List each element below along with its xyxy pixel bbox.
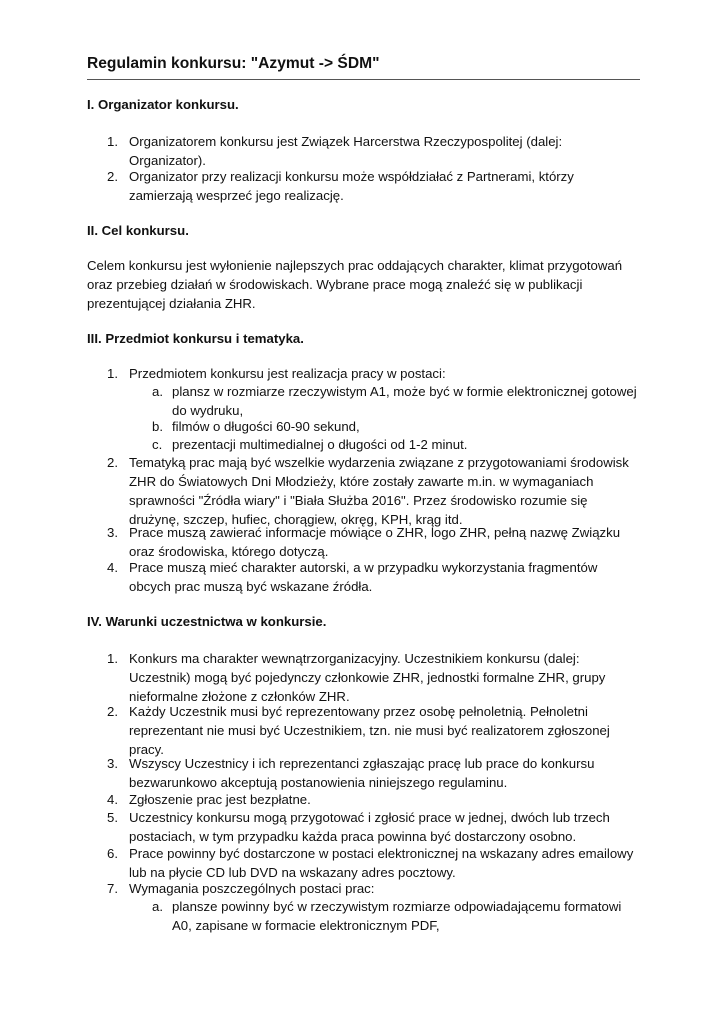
list-number: 5.	[107, 810, 118, 825]
list-number: 6.	[107, 846, 118, 861]
list-number: 3.	[107, 756, 118, 771]
section-3-heading: III. Przedmiot konkursu i tematyka.	[87, 331, 304, 346]
list-number: 1.	[107, 366, 118, 381]
document-title: Regulamin konkursu: "Azymut -> ŚDM"	[87, 54, 640, 80]
list-number: 2.	[107, 169, 118, 184]
list-text: Uczestnicy konkursu mogą przygotować i zgłosić prace w jednej, dwóch lub trzech postaciach, w tym przypadku każda praca powinna być dostarczony osobno.	[129, 810, 610, 844]
list-text: Zgłoszenie prac jest bezpłatne.	[129, 792, 311, 807]
sub-list-letter: a.	[152, 899, 163, 914]
sub-list-text: prezentacji multimedialnej o długości od 1-2 minut.	[172, 437, 468, 452]
list-number: 1.	[107, 134, 118, 149]
sub-list-text: filmów o długości 60-90 sekund,	[172, 419, 360, 434]
section-2-paragraph: Celem konkursu jest wyłonienie najlepszych prac oddających charakter, klimat przygotowań oraz przebieg działań w środowiskach. Wybrane prace mogą znaleźć się w publikacji prezentującej działania ZHR.	[87, 258, 623, 311]
list-text: Konkurs ma charakter wewnątrzorganizacyjny. Uczestnikiem konkursu (dalej: Uczestnik) mogą być pojedynczy członkowie ZHR, jednostki formalne ZHR, grupy nieformalne złożone z członków ZHR.	[129, 651, 606, 704]
sub-list-text: plansze powinny być w rzeczywistym rozmiarze odpowiadającemu formatowi A0, zapisane w formacie elektronicznym PDF,	[172, 899, 622, 933]
list-number: 3.	[107, 525, 118, 540]
list-text: Prace powinny być dostarczone w postaci elektronicznej na wskazany adres emailowy lub na płycie CD lub DVD na wskazany adres pocztowy.	[129, 846, 634, 880]
list-number: 2.	[107, 704, 118, 719]
sub-list-letter: b.	[152, 419, 163, 434]
list-number: 1.	[107, 651, 118, 666]
sub-list-letter: c.	[152, 437, 163, 452]
list-number: 4.	[107, 560, 118, 575]
list-text: Każdy Uczestnik musi być reprezentowany przez osobę pełnoletnią. Pełnoletni reprezentant nie musi być Uczestnikiem, tzn. nie musi być realizatorem zgłoszonej pracy.	[129, 704, 610, 757]
section-4-heading: IV. Warunki uczestnictwa w konkursie.	[87, 614, 327, 629]
list-text: Wymagania poszczególnych postaci prac:	[129, 881, 375, 896]
list-text: Prace muszą zawierać informacje mówiące o ZHR, logo ZHR, pełną nazwę Związku oraz środowiska, którego dotyczą.	[129, 525, 621, 559]
list-text: Prace muszą mieć charakter autorski, a w przypadku wykorzystania fragmentów obcych prac muszą być wskazane źródła.	[129, 560, 598, 594]
section-2-heading: II. Cel konkursu.	[87, 223, 189, 238]
list-number: 4.	[107, 792, 118, 807]
sub-list-letter: a.	[152, 384, 163, 399]
sub-list-text: plansz w rozmiarze rzeczywistym A1, może być w formie elektronicznej gotowej do wydruku,	[172, 384, 637, 418]
list-number: 2.	[107, 455, 118, 470]
list-text: Organizatorem konkursu jest Związek Harcerstwa Rzeczypospolitej (dalej: Organizator).	[129, 134, 563, 168]
list-number: 7.	[107, 881, 118, 896]
section-1-heading: I. Organizator konkursu.	[87, 97, 239, 112]
list-text: Przedmiotem konkursu jest realizacja pracy w postaci:	[129, 366, 446, 381]
list-text: Tematyką prac mają być wszelkie wydarzenia związane z przygotowaniami środowisk ZHR do Światowych Dni Młodzieży, które zostały zawarte m.in. w wymaganiach sprawności "Źródła wiary" i "Biała Służba 2016". Przez środowisko rozumie się drużynę, szczep, hufiec, chorągiew, okręg, KPH, krąg itd.	[129, 455, 629, 527]
list-text: Wszyscy Uczestnicy i ich reprezentanci zgłaszając pracę lub prace do konkursu bezwarunkowo akceptują postanowienia niniejszego regulaminu.	[129, 756, 595, 790]
list-text: Organizator przy realizacji konkursu może współdziałać z Partnerami, którzy zamierzają wesprzeć jego realizację.	[129, 169, 574, 203]
